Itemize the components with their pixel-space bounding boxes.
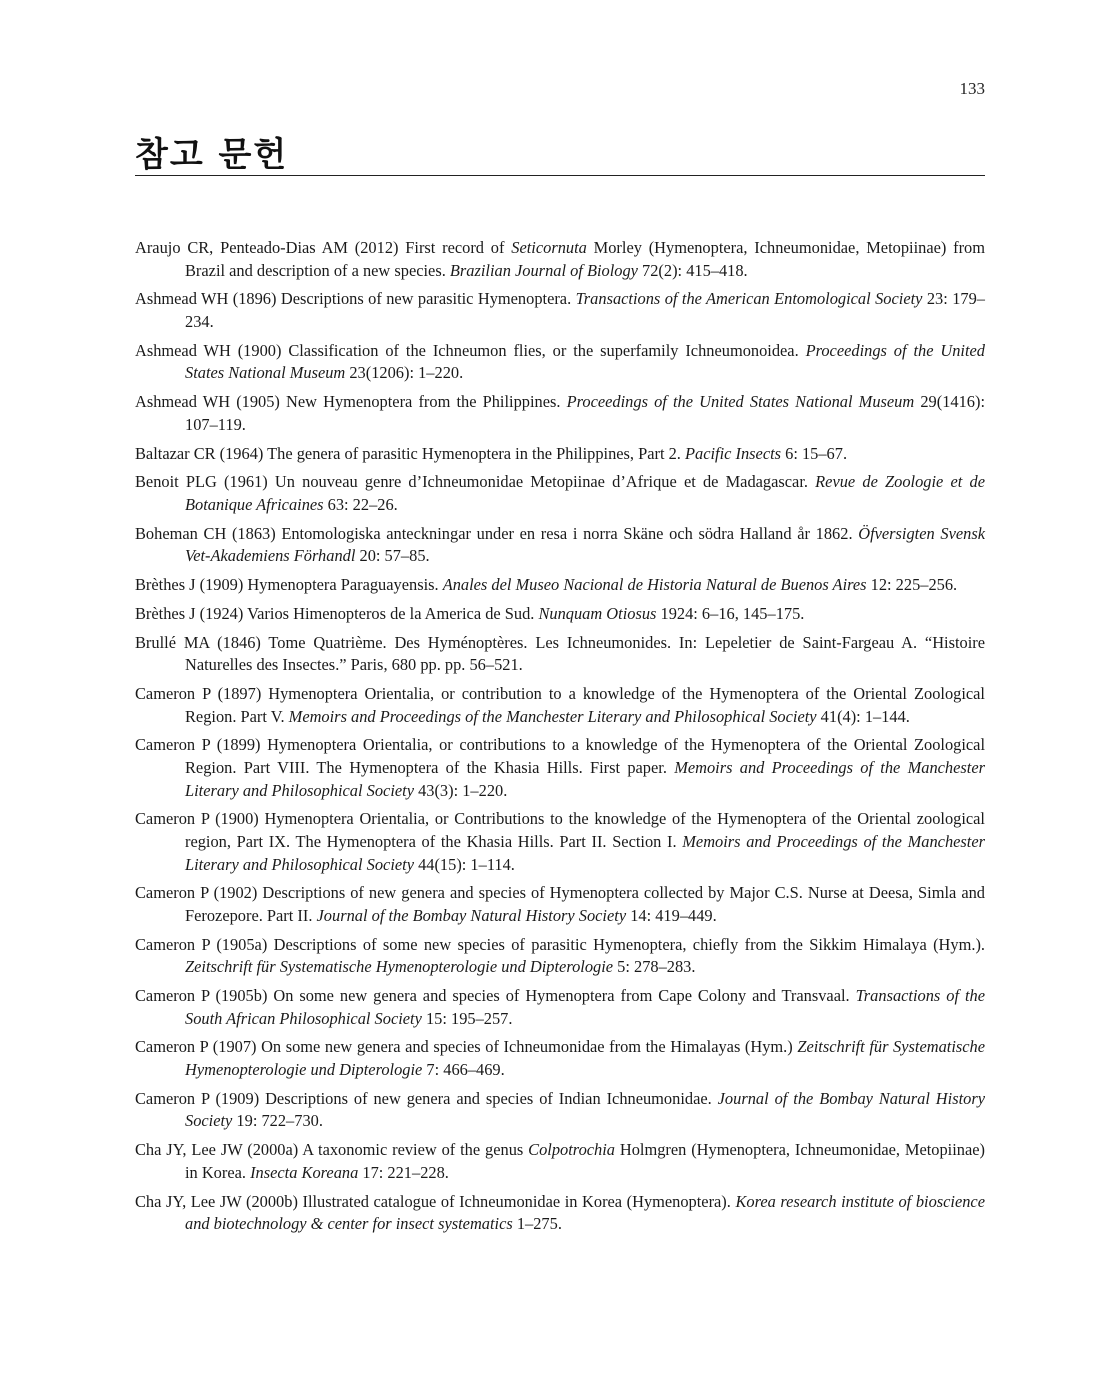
reference-italic-text: Memoirs and Proceedings of the Manchester Literary and Philosophical Society (185, 831, 985, 874)
reference-italic-text: Colpotrochia (528, 1140, 615, 1160)
reference-text: 29(1416): 107–119. (185, 392, 985, 434)
reference-list (135, 237, 985, 1242)
reference-italic-text: Memoirs and Proceedings of the Manchester Literary and Philosophical Society (288, 706, 817, 726)
reference-text: 15: 195–257. (421, 1008, 513, 1028)
reference-entry (135, 734, 985, 802)
reference-text: Cameron P (1909) Descriptions of new genera and species of Indian Ichneumonidae. (135, 1088, 718, 1108)
reference-italic-text: Pacific Insects (685, 443, 782, 463)
reference-text: 5: 278–283. (613, 957, 696, 977)
reference-text: Baltazar CR (1964) The genera of parasitic Hymenoptera in the Philippines, Part 2. (135, 443, 685, 463)
reference-text: 12: 225–256. (866, 575, 958, 595)
reference-text: Cameron P (1902) Descriptions of new genera and species of Hymenoptera collected by Major C.S. Nurse at Deesa, Simla and Ferozepore. Part II. (135, 883, 985, 925)
reference-italic-text: Zeitschrift für Systematische Hymenopterologie und Dipterologie (185, 1037, 985, 1079)
reference-entry (135, 391, 985, 436)
reference-text: 1–275. (512, 1214, 562, 1234)
reference-entry (135, 632, 985, 677)
page-number: 133 (959, 79, 985, 98)
reference-text: Cameron P (1899) Hymenoptera Orientalia, or contributions to a knowledge of the Hymenoptera of the Oriental Zoological Region. Part VIII. The Hymenoptera of the Khasia Hills. First paper. (135, 735, 985, 777)
reference-text: Cameron P (1897) Hymenoptera Orientalia, or contribution to a knowledge of the Hymenoptera of the Oriental Zoological Region. Part V. (135, 683, 985, 726)
reference-italic-text: Korea research institute of bioscience and biotechnology & center for insect systematics (185, 1191, 985, 1234)
reference-text: Cha JY, Lee JW (2000a) A taxonomic review of the genus (135, 1140, 529, 1160)
reference-text: Holmgren (Hymenoptera, Ichneumonidae, Metopiinae) in Korea. (185, 1140, 985, 1182)
reference-italic-text: Transactions of the South African Philosophical Society (185, 986, 985, 1028)
reference-entry (135, 683, 985, 728)
reference-text: 63: 22–26. (323, 494, 398, 514)
reference-italic-text: Zeitschrift für Systematische Hymenopterologie und Dipterologie (185, 957, 614, 977)
reference-entry (135, 443, 985, 466)
reference-italic-text: Transactions of the American Entomological Society (575, 289, 923, 309)
reference-italic-text: Revue de Zoologie et de Botanique Africaines (185, 472, 985, 514)
reference-italic-text: Proceedings of the United States National Museum (566, 392, 915, 412)
reference-text: Brèthes J (1909) Hymenoptera Paraguayensis. (135, 575, 443, 595)
title-divider (135, 175, 985, 176)
reference-text: 14: 419–449. (626, 905, 717, 925)
reference-text: 6: 15–67. (781, 443, 848, 463)
reference-text: Cameron P (1907) On some new genera and species of Ichneumonidae from the Himalayas (Hym.) (135, 1037, 798, 1057)
reference-text: 41(4): 1–144. (816, 706, 910, 726)
reference-text: 20: 57–85. (355, 546, 430, 566)
reference-entry (135, 808, 985, 876)
reference-text: 23: 179–234. (185, 289, 986, 331)
reference-text: 43(3): 1–220. (413, 780, 508, 800)
reference-text: 44(15): 1–114. (413, 854, 515, 874)
reference-entry (135, 523, 985, 568)
reference-text: 19: 722–730. (232, 1111, 323, 1131)
reference-entry (135, 471, 985, 516)
reference-entry (135, 1036, 985, 1081)
reference-entry (135, 340, 985, 385)
reference-text: Ashmead WH (1896) Descriptions of new parasitic Hymenoptera. (135, 289, 576, 309)
reference-text: Brèthes J (1924) Varios Himenopteros de la America de Sud. (135, 603, 539, 623)
reference-text: 17: 221–228. (358, 1162, 449, 1182)
reference-text: 72(2): 415–418. (637, 260, 748, 280)
reference-italic-text: Brazilian Journal of Biology (449, 260, 638, 280)
reference-entry (135, 1191, 985, 1236)
reference-italic-text: Journal of the Bombay Natural History Society (185, 1088, 985, 1131)
reference-text: Cameron P (1905b) On some new genera and species of Hymenoptera from Cape Colony and Transvaal. (135, 986, 856, 1006)
reference-entry (135, 603, 985, 626)
reference-text: Boheman CH (1863) Entomologiska anteckningar under en resa i norra Skäne och södra Halland år 1862. (135, 523, 859, 543)
reference-text: Cha JY, Lee JW (2000b) Illustrated catalogue of Ichneumonidae in Korea (Hymenoptera). (135, 1191, 736, 1211)
reference-text: 1924: 6–16, 145–175. (656, 603, 805, 623)
reference-entry (135, 574, 985, 597)
reference-entry (135, 1088, 985, 1133)
reference-text: 7: 466–469. (422, 1060, 505, 1079)
reference-italic-text: Seticornuta (511, 238, 587, 257)
reference-entry (135, 1139, 985, 1184)
reference-text: 23(1206): 1–220. (345, 363, 464, 383)
reference-text: Araujo CR, Penteado-Dias AM (2012) First record of (135, 238, 512, 257)
reference-entry (135, 882, 985, 927)
reference-text: Benoit PLG (1961) Un nouveau genre d’Ichneumonidae Metopiinae d’Afrique et de Madagascar. (135, 472, 816, 492)
reference-entry (135, 985, 985, 1030)
reference-text: Ashmead WH (1900) Classification of the Ichneumon flies, or the superfamily Ichneumonoidea. (135, 340, 806, 360)
reference-text: Brullé MA (1846) Tome Quatrième. Des Hyménoptères. Les Ichneumonides. In: Lepeletier de Saint-Fargeau A. “Histoire Naturelles des Insectes.” Paris, 680 pp. pp. 56–521. (135, 632, 985, 675)
reference-italic-text: Anales del Museo Nacional de Historia Natural de Buenos Aires (442, 575, 867, 595)
reference-italic-text: Journal of the Bombay Natural History Society (316, 905, 627, 925)
reference-entry (135, 237, 985, 282)
reference-italic-text: Memoirs and Proceedings of the Manchester Literary and Philosophical Society (185, 757, 985, 800)
reference-text: Cameron P (1905a) Descriptions of some new species of parasitic Hymenoptera, chiefly from the Sikkim Himalaya (Hym.). (135, 934, 985, 954)
reference-text: Ashmead WH (1905) New Hymenoptera from the Philippines. (135, 392, 567, 412)
reference-italic-text: Proceedings of the United States National Museum (185, 340, 985, 383)
reference-entry (135, 934, 985, 979)
reference-text: Cameron P (1900) Hymenoptera Orientalia, or Contributions to the knowledge of the Hymenoptera of the Oriental zoological region, Part IX. The Hymenoptera of the Khasia Hills. Part II. Section I. (135, 809, 985, 851)
page-title: 참고 문헌 (135, 135, 289, 175)
reference-italic-text: Öfversigten Svensk Vet-Akademiens Förhandl (185, 523, 985, 566)
reference-italic-text: Nunquam Otiosus (538, 603, 657, 623)
reference-italic-text: Insecta Koreana (250, 1162, 359, 1182)
reference-text: Morley (Hymenoptera, Ichneumonidae, Metopiinae) from Brazil and description of a new species. (185, 238, 985, 280)
reference-entry (135, 288, 985, 333)
